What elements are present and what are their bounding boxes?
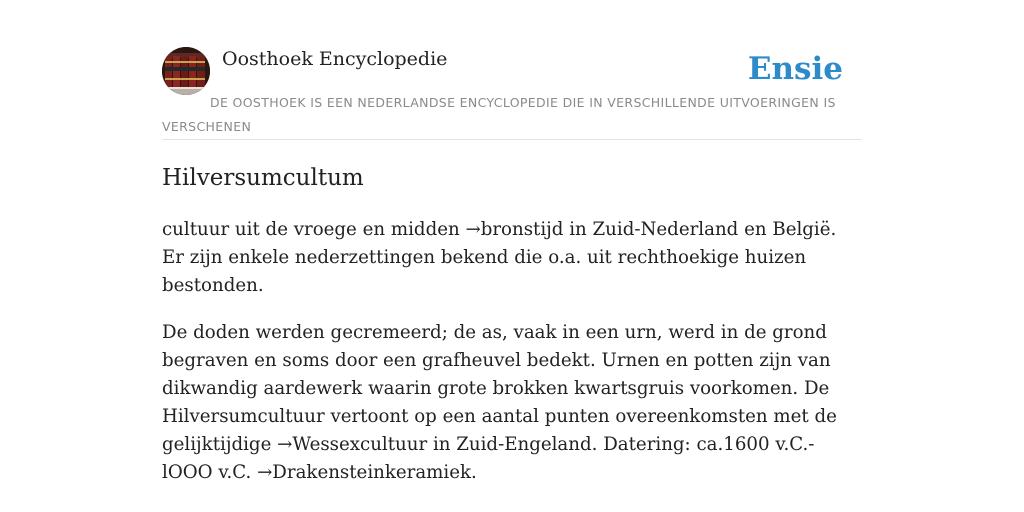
encyclopedia-books-avatar[interactable] <box>162 47 210 95</box>
ensie-logo-link[interactable]: Ensie <box>747 51 843 87</box>
article-paragraph-2 <box>162 319 862 487</box>
article <box>162 160 862 487</box>
link-wessexcultuur[interactable]: →Wessexcultuur <box>277 434 428 455</box>
site-title[interactable]: Oosthoek Encyclopedie <box>222 48 448 70</box>
paragraph-text: De doden werden gecremeerd; de as, vaak in een urn, werd in de grond begraven en soms door een grafheuvel bedekt. Urnen en potten zijn van dikwandig aardewerk waarin grote brokken kwartsgruis voorkomen. De Hilversumcultuur vertoont op een aantal punten overeenkomsten met de gelijktijdige <box>162 322 837 455</box>
site-header <box>162 46 862 140</box>
paragraph-text: in Zuid-Engeland. Datering: ca.1600 v.C.-lOOO v.C. <box>162 434 815 483</box>
article-paragraph-1 <box>162 216 862 300</box>
site-tagline: DE OOSTHOEK IS EEN NEDERLANDSE ENCYCLOPEDIE DIE IN VERSCHILLENDE UITVOERINGEN IS VERSCHENEN <box>162 95 836 134</box>
link-bronstijd[interactable]: →bronstijd <box>465 219 564 240</box>
paragraph-text: . <box>471 462 477 483</box>
paragraph-text: cultuur uit de vroege en midden <box>162 219 466 240</box>
paragraph-text: in Zuid-Nederland en België. Er zijn enkele nederzettingen bekend die o.a. uit rechthoekige huizen bestonden. <box>162 219 837 296</box>
books-icon <box>162 47 210 95</box>
link-drakensteinkeramiek[interactable]: →Drakensteinkeramiek <box>257 462 472 483</box>
article-title: Hilversumcultum <box>162 165 364 191</box>
